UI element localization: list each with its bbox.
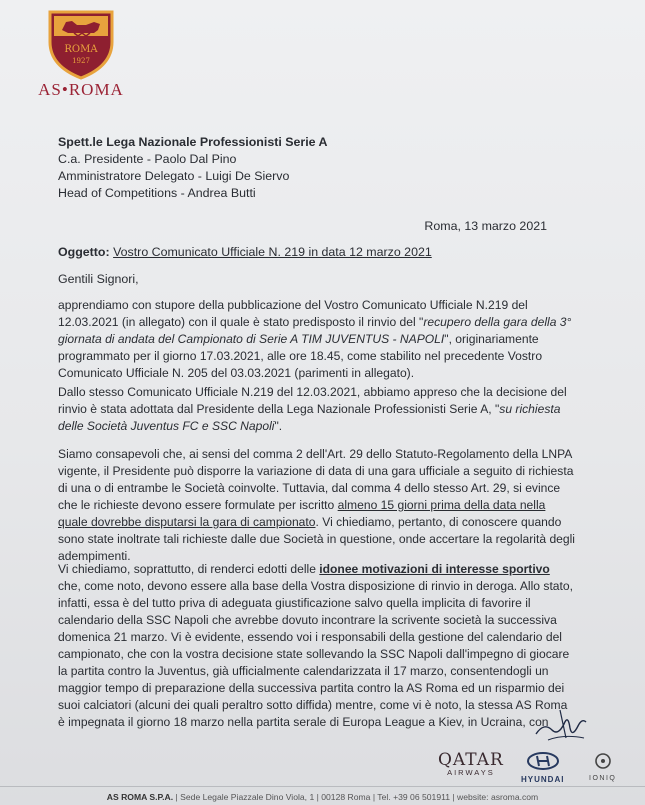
subject-text: Vostro Comunicato Ufficiale N. 219 in data 12 marzo 2021 bbox=[113, 245, 432, 259]
text-segment: adempimenti. bbox=[58, 549, 131, 563]
paragraph-line bbox=[58, 348, 571, 365]
footer-details: | Sede Legale Piazzale Dino Viola, 1 | 00128 Roma | Tel. +39 06 501911 | website: asroma.com bbox=[173, 792, 539, 802]
ioniq-text: IONIQ bbox=[589, 775, 617, 782]
paragraph-line bbox=[58, 463, 575, 480]
text-segment: Siamo consapevoli che, ai sensi del comma 2 dell'Art. 29 dello Statuto-Regolamento della LNPA bbox=[58, 447, 573, 461]
paragraph-line bbox=[58, 578, 573, 595]
text-segment: Dallo stesso Comunicato Ufficiale N.219 del 12.03.2021, abbiamo appreso che la decisione del bbox=[58, 385, 567, 399]
paragraph-line bbox=[58, 331, 571, 348]
text-segment: campionato, che con la vostra decisione state sollevando la SSC Napoli dall'impegno di giocare bbox=[58, 647, 570, 661]
body-paragraph bbox=[58, 446, 575, 565]
airways-text: AIRWAYS bbox=[447, 768, 495, 777]
paragraph-line bbox=[58, 531, 575, 548]
hyundai-logo bbox=[521, 752, 564, 784]
text-segment: programmato per il giorno 17.03.2021, alle ore 18.45, come stabilito nel precedente Vostro bbox=[58, 349, 543, 363]
text-segment: maggior tempo di preparazione della successiva partita contro la AS Roma ed un risparmio dei bbox=[58, 681, 565, 695]
text-segment: delle Società Juventus FC e SSC Napoli bbox=[58, 419, 275, 433]
text-segment: che le richieste devono essere formulate per iscritto bbox=[58, 498, 338, 512]
subject-line bbox=[58, 245, 432, 259]
text-segment: . Vi chiediamo, pertanto, di conoscere quando bbox=[315, 515, 562, 529]
body-paragraph bbox=[58, 561, 573, 731]
paragraph-line bbox=[58, 561, 573, 578]
text-segment: giornata di andata del Campionato di Serie A TIM JUVENTUS - NAPOLI bbox=[58, 332, 445, 346]
footer-company: AS ROMA S.P.A. bbox=[106, 792, 174, 802]
paragraph-line bbox=[58, 497, 575, 514]
text-segment: sono state inoltrate tali richieste dalle due Società in questione, onde accertare la regolarità degli bbox=[58, 532, 575, 546]
qatar-text: QATAR bbox=[438, 750, 504, 770]
recipient-block bbox=[58, 134, 327, 202]
body-paragraph bbox=[58, 384, 567, 435]
text-segment: 12.03.2021 (in allegato) con il quale è stato predisposto il rinvio del " bbox=[58, 315, 424, 329]
crest-roma-text: ROMA bbox=[64, 44, 98, 55]
text-segment: vigente, il Presidente può disporre la variazione di data di una gara ufficiale a seguito di richiesta bbox=[58, 464, 574, 478]
hyundai-text: HYUNDAI bbox=[521, 775, 565, 784]
footer-divider bbox=[0, 786, 645, 787]
brand-name: AS•ROMA bbox=[38, 80, 124, 99]
text-segment: idonee motivazioni di interesse sportivo bbox=[319, 562, 550, 576]
ioniq-emblem-icon bbox=[593, 752, 613, 770]
recipient-line: Amministratore Delegato - Luigi De Siervo bbox=[58, 169, 290, 183]
text-segment: almeno 15 giorni prima della data nella bbox=[337, 498, 546, 512]
text-segment: apprendiamo con stupore della pubblicazione del Vostro Comunicato Ufficiale N.219 del bbox=[58, 298, 528, 312]
as-roma-crest-icon bbox=[44, 8, 118, 80]
paragraph-line bbox=[58, 418, 567, 435]
text-segment: Vi chiediamo, soprattutto, di renderci edotti delle bbox=[58, 562, 320, 576]
crest-year-text: 1927 bbox=[72, 57, 90, 65]
hyundai-emblem-icon bbox=[526, 752, 560, 770]
text-segment: infatti, essa è del tutto priva di adeguata giustificazione salvo quella implicita di favorire il bbox=[58, 596, 531, 610]
paragraph-line bbox=[58, 595, 573, 612]
paragraph-line bbox=[58, 401, 567, 418]
paragraph-line bbox=[58, 629, 573, 646]
text-segment: quale dovrebbe disputarsi la gara di campionato bbox=[58, 515, 316, 529]
letter-date: Roma, 13 marzo 2021 bbox=[424, 219, 547, 233]
paragraph-line bbox=[58, 646, 573, 663]
text-segment: calendario della SSC Napoli che avrebbe dovuto incontrare la scrivente società la successiva bbox=[58, 613, 557, 627]
text-segment: su richiesta bbox=[499, 402, 561, 416]
footer bbox=[0, 792, 645, 802]
text-segment: ". bbox=[274, 419, 283, 433]
recipient-line: C.a. Presidente - Paolo Dal Pino bbox=[58, 152, 237, 166]
signature-icon bbox=[530, 704, 590, 748]
paragraph-line bbox=[58, 384, 567, 401]
paragraph-line bbox=[58, 514, 575, 531]
recipient-line: Spett.le Lega Nazionale Professionisti Serie A bbox=[58, 135, 328, 149]
paragraph-line bbox=[58, 612, 573, 629]
text-segment: Comunicato Ufficiale N. 205 del 03.03.2021 (parimenti in allegato). bbox=[58, 366, 415, 380]
text-segment: rinvio è stata adottata dal Presidente della Lega Nazionale Professionisti Serie A, " bbox=[58, 402, 500, 416]
paragraph-line bbox=[58, 680, 573, 697]
greeting: Gentili Signori, bbox=[58, 272, 139, 286]
paragraph-line bbox=[58, 663, 573, 680]
paragraph-line bbox=[58, 714, 573, 731]
paragraph-line bbox=[58, 297, 571, 314]
paragraph-line bbox=[58, 365, 571, 382]
qatar-airways-logo bbox=[438, 750, 504, 777]
text-segment: ", originariamente bbox=[444, 332, 539, 346]
subject-label: Oggetto: bbox=[58, 245, 110, 259]
ioniq-logo bbox=[589, 752, 616, 782]
paragraph-line bbox=[58, 480, 575, 497]
paragraph-line bbox=[58, 446, 575, 463]
text-segment: domenica 21 marzo. Vi è evidente, essendo voi i responsabili della gestione del calendario del bbox=[58, 630, 562, 644]
text-segment: di una o di entrambe le Società coinvolte. Tuttavia, dal comma 4 dello stesso Art. 29, si evince bbox=[58, 481, 561, 495]
paragraph-line bbox=[58, 314, 571, 331]
sponsor-logos bbox=[438, 748, 638, 784]
text-segment: recupero della gara della 3° bbox=[423, 315, 572, 329]
body-paragraph bbox=[58, 297, 571, 382]
recipient-line: Head of Competitions - Andrea Butti bbox=[58, 186, 256, 200]
text-segment: è impegnata il giorno 18 marzo nella partita serale di Europa League a Kiev, in Ucraina, con bbox=[58, 715, 549, 729]
text-segment: suoi calciatori (alcuni dei quali peraltro sotto diffida) mentre, come vi è noto, la stessa AS Roma bbox=[58, 698, 568, 712]
paragraph-line bbox=[58, 697, 573, 714]
text-segment: la partita contro la Juventus, già ufficialmente calendarizzata il 17 marzo, consentendogli un bbox=[58, 664, 549, 678]
text-segment: che, come noto, devono essere alla base della Vostra disposizione di rinvio in deroga. Allo stato, bbox=[58, 579, 573, 593]
